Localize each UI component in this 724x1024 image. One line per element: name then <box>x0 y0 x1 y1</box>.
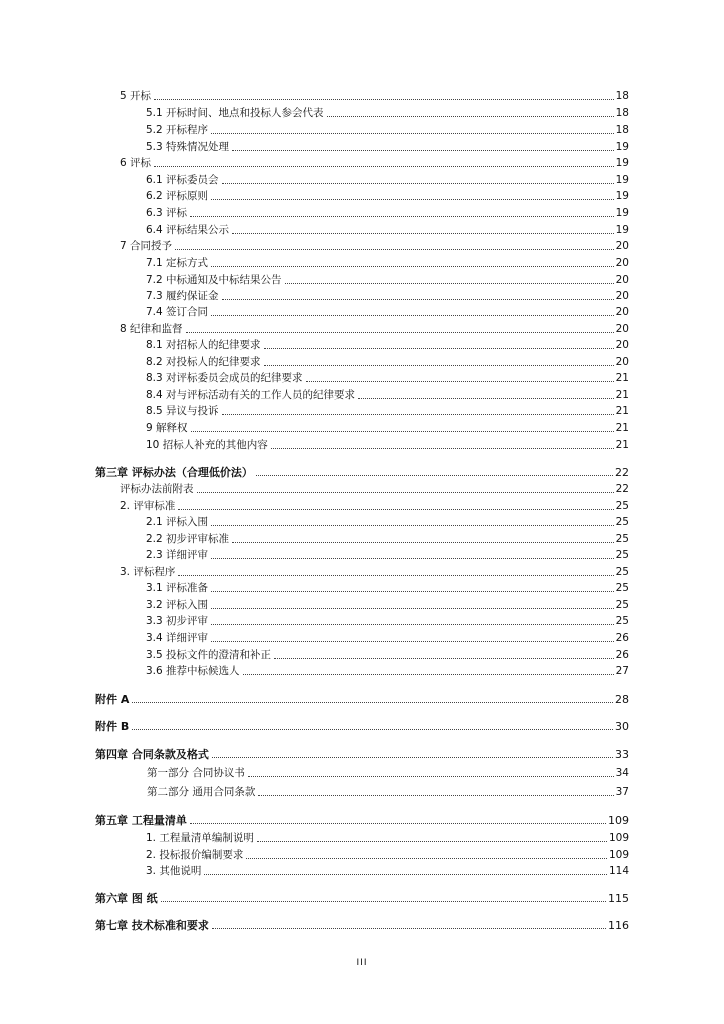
dot-leader <box>358 398 614 399</box>
dot-leader <box>211 558 614 559</box>
toc-entry[interactable] <box>146 419 629 435</box>
toc-chapter-entry[interactable] <box>95 889 629 905</box>
toc-page-number: 20 <box>615 257 629 269</box>
toc-page-number: 20 <box>615 306 629 318</box>
toc-entry-label: 7 合同授予 <box>120 240 173 252</box>
toc-page-number: 20 <box>615 274 629 286</box>
toc-page-number: 25 <box>615 582 629 594</box>
toc-page-number: 20 <box>615 240 629 252</box>
toc-entry[interactable] <box>146 121 629 137</box>
dot-leader <box>154 166 614 167</box>
toc-page-number: 19 <box>615 141 629 153</box>
dot-leader <box>211 133 614 134</box>
toc-page-number: 19 <box>615 207 629 219</box>
toc-entry-label: 3.5 投标文件的澄清和补正 <box>146 649 272 661</box>
toc-entry[interactable] <box>146 386 629 402</box>
toc-entry[interactable] <box>120 320 629 336</box>
toc-entry[interactable] <box>147 764 629 780</box>
dot-leader <box>178 509 613 510</box>
toc-entry[interactable] <box>146 271 629 287</box>
toc-entry[interactable] <box>120 563 629 579</box>
toc-entry[interactable] <box>146 629 629 645</box>
dot-leader <box>222 183 614 184</box>
dot-leader <box>211 525 614 526</box>
toc-page-number: 20 <box>615 290 629 302</box>
dot-leader <box>222 299 614 300</box>
toc-entry[interactable] <box>146 846 629 862</box>
toc-page-number: 109 <box>608 832 629 844</box>
dot-leader <box>211 199 614 200</box>
dot-leader <box>222 414 614 415</box>
dot-leader <box>232 150 614 151</box>
dot-leader <box>190 216 614 217</box>
toc-entry-label: 3.1 评标准备 <box>146 582 209 594</box>
toc-entry-label: 第七章 技术标准和要求 <box>95 919 209 932</box>
toc-page-number: 21 <box>615 405 629 417</box>
toc-entry-label: 5.2 开标程序 <box>146 124 209 136</box>
toc-entry[interactable] <box>146 513 629 529</box>
dot-leader <box>154 99 614 100</box>
dot-leader <box>186 332 614 333</box>
toc-entry-label: 6 评标 <box>120 157 152 169</box>
dot-leader <box>274 658 614 659</box>
toc-page-number: 116 <box>608 919 629 932</box>
toc-entry-label: 5.1 开标时间、地点和投标人参会代表 <box>146 107 324 119</box>
toc-entry[interactable] <box>120 87 629 103</box>
toc-page-number: 28 <box>615 693 629 706</box>
toc-entry[interactable] <box>146 530 629 546</box>
toc-entry[interactable] <box>146 829 629 845</box>
toc-entry-label: 10 招标人补充的其他内容 <box>146 439 268 451</box>
toc-page-number: 25 <box>615 549 629 561</box>
toc-entry[interactable] <box>147 783 629 799</box>
toc-page-number: 19 <box>615 190 629 202</box>
toc-chapter-entry[interactable] <box>95 690 629 706</box>
toc-entry[interactable] <box>120 237 629 253</box>
toc-entry-label: 6.3 评标 <box>146 207 188 219</box>
toc-entry-label: 6.4 评标结果公示 <box>146 224 230 236</box>
dot-leader <box>264 365 614 366</box>
toc-entry[interactable] <box>146 646 629 662</box>
toc-entry[interactable] <box>146 303 629 319</box>
toc-chapter-entry[interactable] <box>95 745 629 761</box>
toc-chapter-entry[interactable] <box>95 717 629 733</box>
toc-entry-label: 8.5 异议与投诉 <box>146 405 219 417</box>
toc-entry-label: 2. 投标报价编制要求 <box>146 849 244 861</box>
toc-page-number: 21 <box>615 422 629 434</box>
toc-page-number: 18 <box>615 90 629 102</box>
toc-entry-label: 9 解释权 <box>146 422 188 434</box>
toc-entry-label: 7.1 定标方式 <box>146 257 209 269</box>
toc-entry-label: 第一部分 合同协议书 <box>147 767 245 779</box>
toc-entry-label: 评标办法前附表 <box>120 483 194 495</box>
toc-entry-label: 2.2 初步评审标准 <box>146 533 230 545</box>
toc-page-number: 19 <box>615 157 629 169</box>
dot-leader <box>211 315 614 316</box>
toc-entry[interactable] <box>120 497 629 513</box>
dot-leader <box>211 624 614 625</box>
dot-leader <box>258 795 613 796</box>
toc-chapter-entry[interactable] <box>95 916 629 932</box>
dot-leader <box>178 575 613 576</box>
dot-leader <box>248 776 614 777</box>
dot-leader <box>175 249 614 250</box>
toc-entry-label: 6.2 评标原则 <box>146 190 209 202</box>
toc-entry[interactable] <box>120 480 629 496</box>
toc-entry[interactable] <box>146 546 629 562</box>
toc-entry[interactable] <box>146 579 629 595</box>
dot-leader <box>211 591 614 592</box>
toc-page-number: 37 <box>615 786 629 798</box>
toc-entry[interactable] <box>146 436 629 452</box>
toc-page-number: 26 <box>615 632 629 644</box>
toc-entry-label: 3.4 详细评审 <box>146 632 209 644</box>
toc-entry[interactable] <box>146 254 629 270</box>
toc-entry-label: 7.3 履约保证金 <box>146 290 219 302</box>
toc-entry-label: 8.4 对与评标活动有关的工作人员的纪律要求 <box>146 389 356 401</box>
toc-entry-label: 1. 工程量清单编制说明 <box>146 832 254 844</box>
toc-page-number: 115 <box>608 892 629 905</box>
dot-leader <box>204 874 607 875</box>
dot-leader <box>212 928 606 929</box>
toc-entry[interactable] <box>146 369 629 385</box>
toc-page-number: 26 <box>615 649 629 661</box>
toc-page-number: 114 <box>608 865 629 877</box>
toc-entry-label: 5.3 特殊情况处理 <box>146 141 230 153</box>
dot-leader <box>132 702 613 703</box>
toc-page-number: 25 <box>615 615 629 627</box>
toc-entry[interactable] <box>146 596 629 612</box>
toc-entry-label: 5 开标 <box>120 90 152 102</box>
toc-entry-label: 7.4 签订合同 <box>146 306 209 318</box>
toc-entry[interactable] <box>146 287 629 303</box>
dot-leader <box>271 448 614 449</box>
toc-entry-label: 3.2 评标入围 <box>146 599 209 611</box>
toc-entry-label: 8.3 对评标委员会成员的纪律要求 <box>146 372 303 384</box>
toc-entry[interactable] <box>146 138 629 154</box>
dot-leader <box>232 542 614 543</box>
toc-entry-label: 第五章 工程量清单 <box>95 814 187 827</box>
toc-entry[interactable] <box>146 353 629 369</box>
toc-entry[interactable] <box>146 336 629 352</box>
toc-entry[interactable] <box>146 204 629 220</box>
toc-page-number: 34 <box>615 767 629 779</box>
toc-entry-label: 8 纪律和监督 <box>120 323 183 335</box>
dot-leader <box>191 431 614 432</box>
toc-entry[interactable] <box>146 221 629 237</box>
toc-page-number: 22 <box>615 466 629 479</box>
toc-entry-label: 2.3 详细评审 <box>146 549 209 561</box>
toc-entry[interactable] <box>146 187 629 203</box>
toc-page-number: 21 <box>615 389 629 401</box>
toc-page-number: 25 <box>615 516 629 528</box>
toc-page-number: 21 <box>615 372 629 384</box>
toc-chapter-entry[interactable] <box>95 463 629 479</box>
toc-entry[interactable] <box>146 862 629 878</box>
toc-page-number: 25 <box>615 533 629 545</box>
toc-page-number: 27 <box>615 665 629 677</box>
dot-leader <box>264 348 614 349</box>
dot-leader <box>212 757 613 758</box>
toc-page-number: 22 <box>615 483 629 495</box>
dot-leader <box>211 266 614 267</box>
toc-entry-label: 附件 B <box>95 720 130 733</box>
dot-leader <box>211 608 614 609</box>
toc-entry[interactable] <box>146 171 629 187</box>
toc-entry[interactable] <box>146 402 629 418</box>
dot-leader <box>211 641 614 642</box>
toc-page-number: 21 <box>615 439 629 451</box>
toc-entry-label: 7.2 中标通知及中标结果公告 <box>146 274 282 286</box>
dot-leader <box>197 492 614 493</box>
toc-page-number: 18 <box>615 124 629 136</box>
dot-leader <box>232 233 614 234</box>
toc-entry[interactable] <box>146 662 629 678</box>
toc-entry-label: 第三章 评标办法（合理低价法） <box>95 466 253 479</box>
toc-entry-label: 8.1 对招标人的纪律要求 <box>146 339 261 351</box>
dot-leader <box>161 901 606 902</box>
dot-leader <box>246 858 607 859</box>
toc-page-number: 25 <box>615 500 629 512</box>
toc-entry-label: 3. 评标程序 <box>120 566 176 578</box>
toc-entry[interactable] <box>146 612 629 628</box>
toc-entry[interactable] <box>146 104 629 120</box>
toc-page-number: 20 <box>615 339 629 351</box>
dot-leader <box>132 729 613 730</box>
toc-entry-label: 2. 评审标准 <box>120 500 176 512</box>
toc-page-number: 109 <box>608 849 629 861</box>
toc-page-number: 19 <box>615 174 629 186</box>
toc-page-number: 19 <box>615 224 629 236</box>
toc-page-number: 20 <box>615 323 629 335</box>
toc-entry-label: 8.2 对投标人的纪律要求 <box>146 356 261 368</box>
toc-chapter-entry[interactable] <box>95 811 629 827</box>
dot-leader <box>256 475 613 476</box>
dot-leader <box>257 841 607 842</box>
toc-entry-label: 第六章 图 纸 <box>95 892 158 905</box>
toc-entry-label: 第四章 合同条款及格式 <box>95 748 209 761</box>
dot-leader <box>306 381 614 382</box>
toc-entry-label: 第二部分 通用合同条款 <box>147 786 256 798</box>
toc-entry-label: 6.1 评标委员会 <box>146 174 219 186</box>
toc-entry-label: 2.1 评标入围 <box>146 516 209 528</box>
toc-entry[interactable] <box>120 154 629 170</box>
dot-leader <box>190 823 606 824</box>
toc-page-number: 25 <box>615 599 629 611</box>
toc-page-number: 30 <box>615 720 629 733</box>
toc-page-number: 33 <box>615 748 629 761</box>
page-number: III <box>356 958 368 968</box>
dot-leader <box>285 283 614 284</box>
toc-entry-label: 3.3 初步评审 <box>146 615 209 627</box>
toc-page-number: 20 <box>615 356 629 368</box>
toc-page-number: 25 <box>615 566 629 578</box>
toc-page-number: 18 <box>615 107 629 119</box>
toc-entry-label: 附件 A <box>95 693 130 706</box>
toc-entry-label: 3.6 推荐中标候选人 <box>146 665 240 677</box>
dot-leader <box>243 674 614 675</box>
toc-page-number: 109 <box>608 814 629 827</box>
dot-leader <box>327 116 614 117</box>
toc-entry-label: 3. 其他说明 <box>146 865 202 877</box>
